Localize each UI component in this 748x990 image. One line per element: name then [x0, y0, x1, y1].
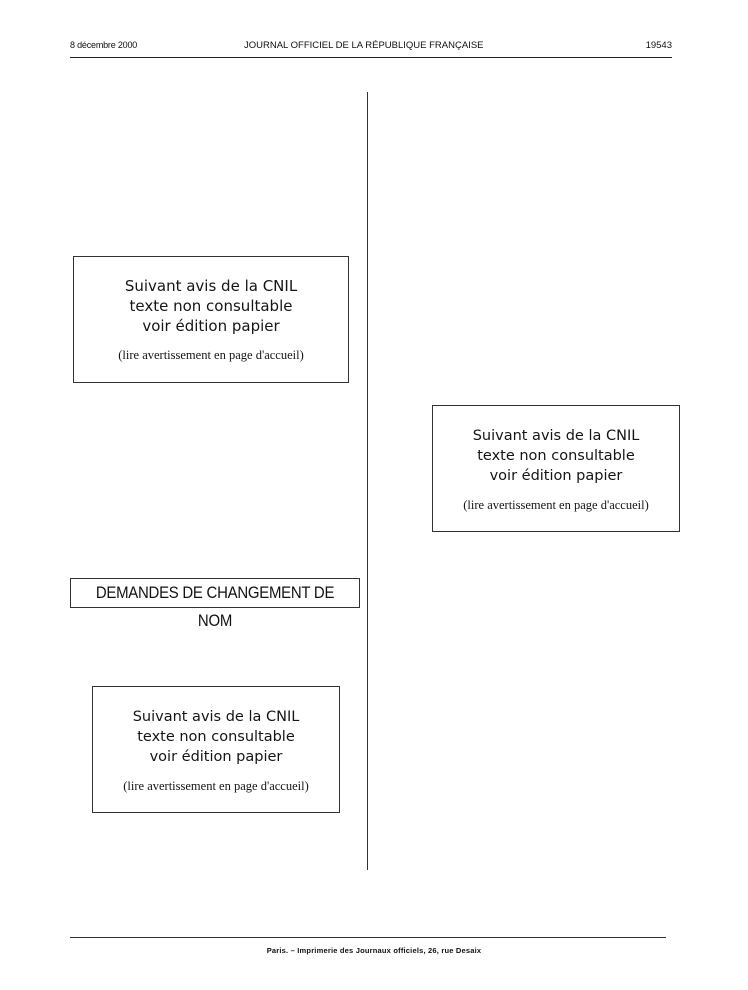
header-date: 8 décembre 2000 [70, 40, 138, 50]
section-title [70, 578, 360, 630]
section-title-text: DEMANDES DE CHANGEMENT DE NOM [95, 583, 335, 630]
header-rule [70, 57, 672, 58]
cnil-notice-note: (lire avertissement en page d'accueil) [123, 779, 309, 793]
cnil-notice-line-1: Suivant avis de la CNIL [472, 428, 640, 444]
footer-imprint: Paris. – Imprimerie des Journaux officiels, 26, rue Desaix [266, 946, 482, 955]
cnil-notice-box [92, 686, 340, 813]
header-title: JOURNAL OFFICIEL DE LA RÉPUBLIQUE FRANÇAISE [244, 40, 484, 51]
cnil-notice-note: (lire avertissement en page d'accueil) [463, 498, 649, 512]
cnil-notice-line-3: voir édition papier [489, 468, 623, 484]
cnil-notice-line-2: texte non consultable [137, 729, 295, 745]
cnil-notice-line-2: texte non consultable [477, 448, 635, 464]
cnil-notice-line-3: voir édition papier [149, 749, 283, 765]
page-number: 19543 [645, 40, 672, 51]
cnil-notice-line-3: voir édition papier [142, 317, 280, 335]
cnil-notice-note: (lire avertissement en page d'accueil) [118, 348, 304, 362]
column-divider [367, 92, 368, 870]
cnil-notice-line-1: Suivant avis de la CNIL [132, 709, 300, 725]
cnil-notice-line-1: Suivant avis de la CNIL [124, 277, 298, 295]
cnil-notice-box [432, 405, 680, 532]
footer-rule [70, 937, 666, 938]
cnil-notice-box [73, 256, 349, 383]
cnil-notice-line-2: texte non consultable [129, 297, 293, 315]
